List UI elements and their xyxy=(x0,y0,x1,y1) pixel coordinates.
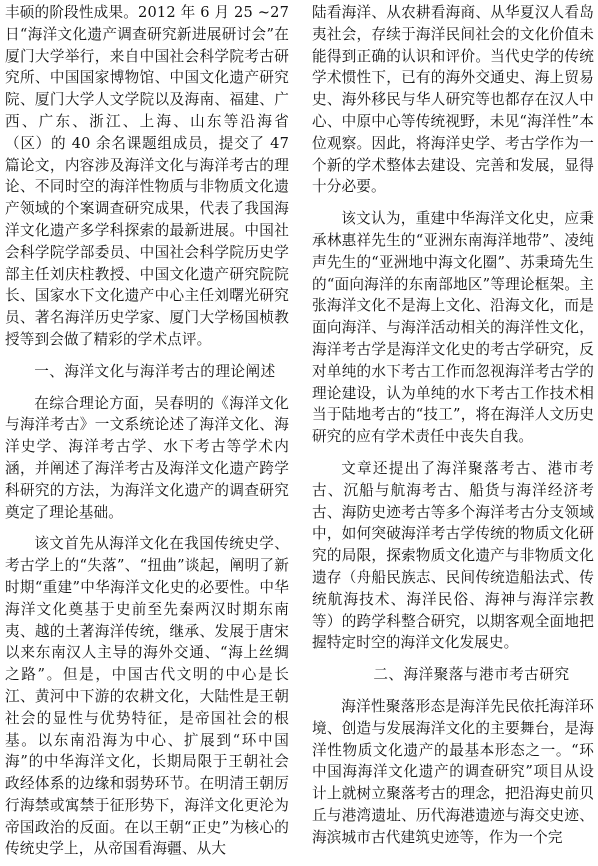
paragraph-intro-continued: 丰硕的阶段性成果。2012 年 6 月 25 ~27 日“海洋文化遗产调查研究新进展研讨会”在厦门大学举行，来自中国社会科学院考古研究所、中国国家博物馆、中国文化遗产研究院、厦门大学人文学院以及海南、福建、广西、广东、浙江、上海、山东等沿海省（区）的 40 余名课题组成员，提交了 47 篇论文，内容涉及海洋文化与海洋考古的理论、不同时空的海洋性物质与非物质文化遗产领域的个案调查研究成果，代表了我国海洋文化遗产多学科探索的最新进展。中国社会科学院学部委员、中国社会科学院历史学部主任刘庆柱教授、中国文化遗产研究院院长、国家水下文化遗产中心主任刘曙光研究员、著名海洋历史学家、厦门大学杨国桢教授等到会做了精彩的学术点评。 xyxy=(5,4,289,348)
section-heading-theory: 一、海洋文化与海洋考古的理论阐述 xyxy=(34,362,276,380)
section-heading-settlement: 二、海洋聚落与港市考古研究 xyxy=(373,666,570,684)
paragraph-subfields: 文章还提出了海洋聚落考古、港市考古、沉船与航海考古、船货与海洋经济考古、海防史迹考古等多个海洋考古分支领域中，如何突破海洋考古学传统的物质文化研究的局限，探索物质文化遗产与非物质文化遗存（舟船民族志、民间传统造船法式、传统航海技术、海洋民俗、海神与海洋宗教等）的跨学科整合研究，以期客观全面地把握特定时空的海洋文化发展史。 xyxy=(312,459,594,652)
paragraph-gap xyxy=(312,448,594,458)
left-column xyxy=(5,2,289,860)
paragraph-settlement: 海洋性聚落形态是海洋先民依托海洋环境、创造与发展海洋文化的主要舞台，是海洋性物质文化遗产的最基本形态之一。“环中国海海洋文化遗产的调查研究”项目从设计上就树立聚落考古的理念，把沿海史前贝丘与港湾遗址、历代海港遗迹与海交史迹、海滨城市古代建筑史迹等，作为一个完 xyxy=(312,697,594,846)
paragraph-theory-overview: 在综合理论方面，吴春明的《海洋文化与海洋考古》一文系统论述了海洋文化、海洋史学、海洋考古学、水下考古等学术内涵，并阐述了海洋考古及海洋文化遗产跨学科研究的方法，为海洋文化遗产的调查研究奠定了理论基础。 xyxy=(5,394,289,521)
right-column xyxy=(312,2,594,848)
paragraph-gap xyxy=(312,198,594,208)
paragraph-gap xyxy=(5,523,289,533)
paragraph-theory-history: 该文首先从海洋文化在我国传统史学、考古学上的“失落”、“扭曲”谈起，阐明了新时期“重建”中华海洋文化史的必要性。中华海洋文化奠基于史前至先秦两汉时期东南夷、越的土著海洋传统，继承、发展于唐宋以来东南汉人主导的海外交通、“海上丝绸之路”。但是，中国古代文明的中心是长江、黄河中下游的农耕文化，大陆性是王朝社会的显性与优势特征，是帝国社会的根基。以东南沿海为中心、扩展到“环中国海”的中华海洋文化，长期局限于王朝社会政经体系的边缘和弱势环节。在明清王朝厉行海禁或寓禁于征形势下，海洋文化更沦为帝国政治的反面。在以王朝“正史”为核心的传统史学上，从帝国看海疆、从大 xyxy=(5,535,289,858)
paragraph-framework: 该文认为，重建中华海洋文化史，应秉承林惠祥先生的“亚洲东南海洋地带”、凌纯声先生的“亚洲地中海文化圈”、苏秉琦先生的“面向海洋的东南部地区”等理论框架。主张海洋文化不是海上文化、沿海文化，而是面向海洋、与海洋活动相关的海洋性文化，海洋考古学是海洋文化史的考古学研究，反对单纯的水下考古工作而忽视海洋考古学的理论建设，认为单纯的水下考古工作技术相当于陆地考古的“技工”，将在海洋人文历史研究的应有学术责任中丧失自我。 xyxy=(312,210,594,446)
paragraph-history-continued: 陆看海洋、从农耕看海商、从华夏汉人看岛夷社会，存续于海洋民间社会的文化价值未能得到正确的认识和评价。当代史学的传统学术惯性下，已有的海外交通史、海上贸易史、海外移民与华人研究等也都存在汉人中心、中原中心等传统视野，未见“海洋性”本位观察。因此，将海洋史学、考古学作为一个新的学术整体去建设、完善和发展，显得十分必要。 xyxy=(312,4,594,196)
